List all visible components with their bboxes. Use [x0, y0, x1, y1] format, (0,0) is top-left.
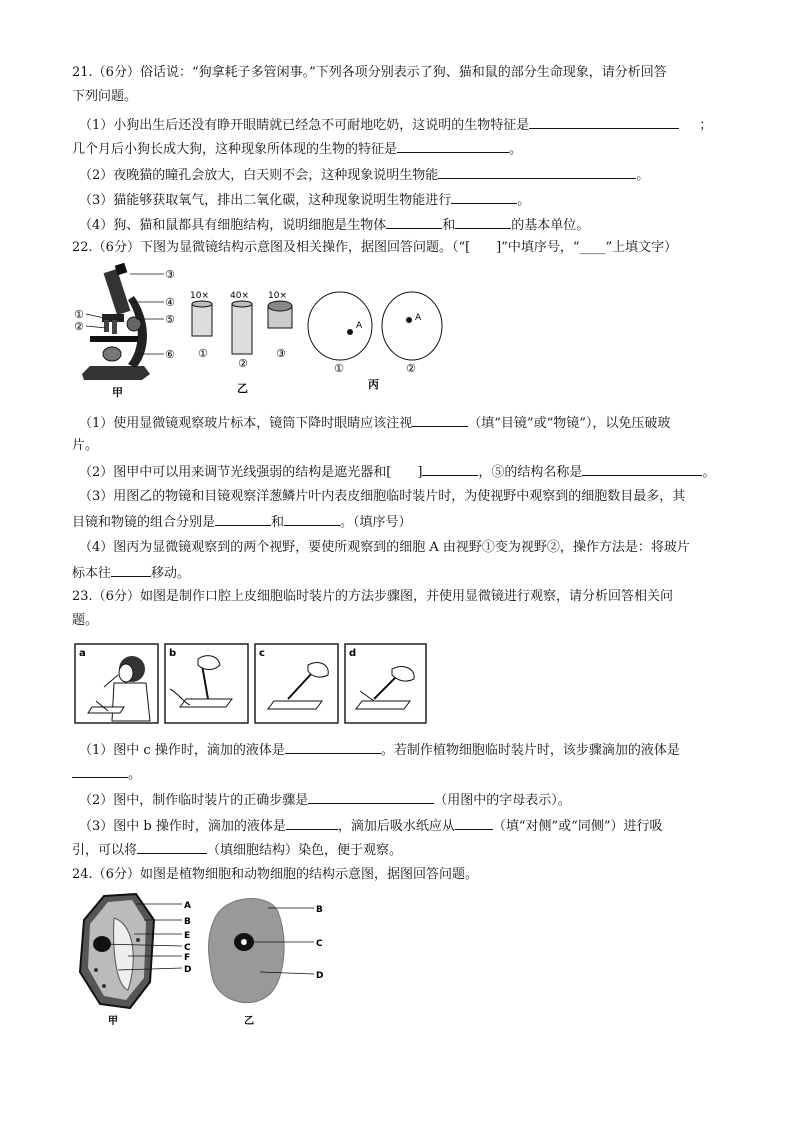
- q23-part1-line2: 。: [72, 764, 742, 784]
- figure-label-jia: 甲: [108, 1016, 118, 1027]
- cell-a-label: A: [356, 321, 363, 331]
- answer-blank[interactable]: [412, 413, 468, 427]
- answer-blank[interactable]: [438, 165, 636, 179]
- lens-num-3: ③: [276, 347, 286, 360]
- lens-mag-3: 10×: [268, 291, 287, 301]
- animal-label-b: B: [316, 905, 323, 915]
- answer-blank[interactable]: [455, 816, 493, 830]
- microscope-figure: [72, 262, 422, 402]
- animal-label-d: D: [316, 971, 324, 981]
- lens-mag-1: 10×: [190, 291, 209, 301]
- step-panel-a: [75, 644, 158, 723]
- step-panel-b: [165, 644, 248, 723]
- answer-blank[interactable]: [215, 512, 271, 526]
- label-5: ⑤: [165, 313, 175, 326]
- q22-part3-line1: （3）用图乙的物镜和目镜观察洋葱鳞片叶内表皮细胞临时装片时，为使视野中观察到的细胞数目最多，其: [79, 489, 686, 504]
- q21-part1-line1: （1）小狗出生后还没有睁开眼睛就已经急不可耐地吃奶，这说明的生物特征是 ；: [79, 115, 742, 135]
- label-2: ②: [74, 320, 84, 333]
- view-num-2: ②: [406, 362, 416, 375]
- figure-label-yi: 乙: [237, 382, 248, 395]
- q22-part1-line1: （1）使用显微镜观察玻片标本，镜筒下降时眼睛应该注视 （填“目镜”或“物镜”），以免压破玻: [79, 413, 742, 433]
- answer-blank[interactable]: [386, 215, 442, 229]
- figure-label-bing: 丙: [368, 378, 379, 391]
- cell-structure-figure: [74, 890, 354, 1030]
- q21-part4: （4）狗、猫和鼠都具有细胞结构，说明细胞是生物体 和 的基本单位。: [79, 215, 742, 235]
- q22-part1-line2: 片。: [72, 438, 99, 453]
- label-3: ③: [165, 268, 175, 281]
- answer-blank[interactable]: [284, 512, 340, 526]
- q23-part3-line1: （3）图中 b 操作时，滴加的液体是 ，滴加后吸水纸应从 （填“对侧”或“同侧”）进行吸: [79, 816, 742, 836]
- answer-blank[interactable]: [308, 790, 434, 804]
- q22-part4-line1: （4）图丙为显微镜观察到的两个视野，要使所观察到的细胞 A 由视野①变为视野②，操作方法是：将玻片: [79, 540, 690, 555]
- q23-part3-line2: 引，可以将 （填细胞结构）染色，便于观察。: [72, 840, 742, 860]
- animal-label-c: C: [316, 939, 323, 949]
- q24-title: 24.（6分）如图是植物细胞和动物细胞的结构示意图，据图回答问题。: [72, 867, 478, 882]
- answer-blank[interactable]: [397, 139, 509, 153]
- plant-label-a: A: [184, 901, 191, 911]
- answer-blank[interactable]: [286, 816, 338, 830]
- plant-label-f: F: [184, 953, 191, 963]
- figure-label-yi: 乙: [244, 1016, 254, 1027]
- q21-title-line1: 21.（6分）俗话说：“狗拿耗子多管闲事。”下列各项分别表示了狗、猫和鼠的部分生命现象，请分析回答: [72, 65, 667, 80]
- answer-blank[interactable]: [455, 215, 511, 229]
- q22-part3-line2: 目镜和物镜的组合分别是 和 。（填序号）: [72, 512, 742, 532]
- label-1: ①: [74, 308, 84, 321]
- slide-steps-figure: [74, 643, 428, 725]
- answer-blank[interactable]: [285, 740, 381, 754]
- answer-blank[interactable]: [422, 462, 478, 476]
- q21-part1-line2: 几个月后小狗长成大狗，这种现象所体现的生物的特征是 。: [72, 139, 742, 159]
- panel-letter-a: a: [79, 648, 86, 659]
- panel-letter-d: d: [349, 648, 357, 659]
- q22-part2: （2）图甲中可以用来调节光线强弱的结构是遮光器和[ ] ，⑤的结构名称是 。: [79, 462, 742, 482]
- lens-mag-2: 40×: [230, 291, 249, 301]
- panel-letter-b: b: [169, 648, 177, 659]
- q22-part4-line2: 标本往 移动。: [72, 563, 742, 583]
- answer-blank[interactable]: [582, 462, 702, 476]
- plant-cell-illustration: [80, 894, 182, 1008]
- q22-title: 22.（6分）下图为显微镜结构示意图及相关操作，据图回答问题。（“[ ]”中填序号，“____”上填文字）: [72, 240, 678, 255]
- q23-title-line2: 题。: [72, 613, 99, 628]
- q23-title-line1: 23.（6分）如图是制作口腔上皮细胞临时装片的方法步骤图，并使用显微镜进行观察，请分析回答相关问: [72, 589, 673, 604]
- lens-num-2: ②: [238, 357, 248, 370]
- q23-part1-line1: （1）图中 c 操作时，滴加的液体是 。若制作植物细胞临时装片时，该步骤滴加的液体是: [79, 740, 742, 760]
- plant-label-c: C: [184, 943, 191, 953]
- figure-label-jia: 甲: [112, 386, 123, 399]
- answer-blank[interactable]: [72, 764, 128, 778]
- label-6: ⑥: [165, 348, 175, 361]
- plant-label-d: D: [184, 965, 192, 975]
- cell-a-label-2: A: [415, 313, 422, 323]
- lens-num-1: ①: [198, 347, 208, 360]
- q21-part3: （3）猫能够获取氧气，排出二氧化碳，这种现象说明生物能进行 。: [79, 190, 742, 210]
- view-num-1: ①: [334, 362, 344, 375]
- panel-letter-c: c: [259, 648, 265, 659]
- view-fields: [308, 292, 442, 391]
- q21-title-line2: 下列问题。: [72, 89, 138, 104]
- lens-set: [190, 291, 292, 395]
- answer-blank[interactable]: [529, 115, 679, 129]
- microscope-illustration: [82, 263, 164, 380]
- plant-label-b: B: [184, 917, 191, 927]
- answer-blank[interactable]: [137, 840, 207, 854]
- step-panel-c: [255, 644, 338, 723]
- plant-label-e: E: [184, 931, 191, 941]
- q23-part2: （2）图中，制作临时装片的正确步骤是 （用图中的字母表示）。: [79, 790, 742, 810]
- step-panel-d: [345, 644, 426, 723]
- answer-blank[interactable]: [111, 563, 151, 577]
- animal-cell-illustration: [209, 899, 315, 1003]
- label-4: ④: [165, 296, 175, 309]
- q21-part2: （2）夜晚猫的瞳孔会放大，白天则不会，这种现象说明生物能 。: [79, 165, 742, 185]
- answer-blank[interactable]: [451, 190, 517, 204]
